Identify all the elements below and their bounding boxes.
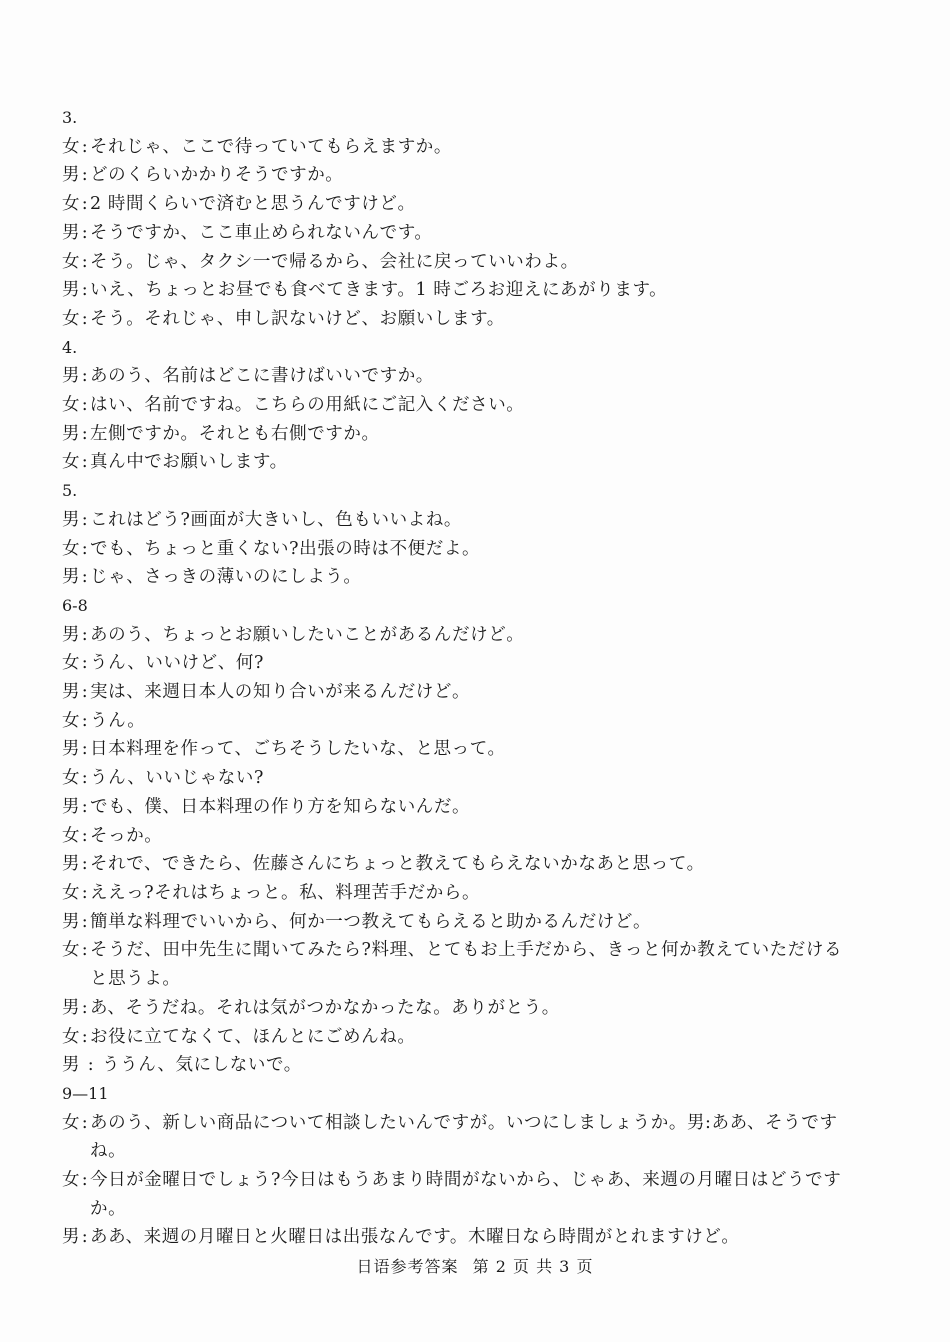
speaker-label: 男 xyxy=(62,997,81,1018)
dialogue-text-continuation: か。 xyxy=(90,1198,127,1219)
dialogue-text: あ、そうだね。それは気がつかなかったな。ありがとう。 xyxy=(90,997,560,1018)
speaker-label: 女 xyxy=(62,194,81,215)
speaker-colon: : xyxy=(81,423,89,444)
speaker-label: 女 xyxy=(62,1170,81,1191)
dialogue-text: あのう、名前はどこに書けばいいですか。 xyxy=(90,366,434,387)
dialogue-line xyxy=(62,735,892,764)
speaker-label: 男 xyxy=(62,854,81,875)
dialogue-line xyxy=(62,1051,892,1080)
speaker-colon: : xyxy=(81,710,89,731)
dialogue-line xyxy=(62,1023,892,1052)
dialogue-line xyxy=(62,822,892,851)
speaker-label: 女 xyxy=(62,940,81,961)
speaker-colon: : xyxy=(81,653,89,674)
speaker-colon: : xyxy=(81,940,89,961)
dialogue-text: そっか。 xyxy=(90,825,163,846)
speaker-colon: : xyxy=(81,251,89,272)
dialogue-text: そうだ、田中先生に聞いてみたら?料理、とてもお上手だから、きっと何か教えていただける xyxy=(90,940,843,961)
dialogue-text: 今日が金曜日でしょう?今日はもうあまり時間がないから、じゃあ、来週の月曜日はどうです xyxy=(90,1170,842,1191)
speaker-colon: : xyxy=(81,1170,89,1191)
footer-title: 日语参考答案 xyxy=(356,1257,459,1276)
dialogue-line xyxy=(62,879,892,908)
speaker-colon: : xyxy=(81,1227,89,1248)
speaker-colon: : xyxy=(81,1112,89,1133)
footer-page-label: 第 2 页 共 3 页 xyxy=(472,1257,594,1276)
dialogue-text: そう。じゃ、タクシ一で帰るから、会社に戻っていいわよ。 xyxy=(90,251,579,272)
dialogue-text: でも、ちょっと重くない?出張の時は不便だよ。 xyxy=(90,538,481,559)
dialogue-text: そう。それじゃ、申し訳ないけど、お願いします。 xyxy=(90,308,505,329)
dialogue-line xyxy=(62,391,892,420)
speaker-colon: : xyxy=(87,1055,95,1076)
dialogue-text: 実は、来週日本人の知り合いが来るんだけど。 xyxy=(90,682,471,703)
dialogue-text: これはどう?画面が大きいし、色もいいよね。 xyxy=(90,509,462,530)
speaker-colon: : xyxy=(81,1026,89,1047)
speaker-colon: : xyxy=(81,452,89,473)
dialogue-line xyxy=(62,994,892,1023)
speaker-colon: : xyxy=(81,538,89,559)
speaker-colon: : xyxy=(81,136,89,157)
speaker-label: 男 xyxy=(62,509,81,530)
speaker-label: 女 xyxy=(62,538,81,559)
page-footer xyxy=(0,1254,950,1277)
speaker-colon: : xyxy=(81,624,89,645)
dialogue-line xyxy=(62,1166,892,1223)
dialogue-text: でも、僕、日本料理の作り方を知らないんだ。 xyxy=(90,796,471,817)
dialogue-text: うん、いいじゃない? xyxy=(90,768,264,789)
dialogue-line xyxy=(62,1109,892,1166)
speaker-colon: : xyxy=(81,567,89,588)
speaker-label: 男 xyxy=(62,624,81,645)
dialogue-text-continuation: ね。 xyxy=(90,1141,127,1162)
dialogue-line xyxy=(62,161,892,190)
dialogue-text: 真ん中でお願いします。 xyxy=(90,452,288,473)
speaker-label: 男 xyxy=(62,423,81,444)
speaker-label: 女 xyxy=(62,136,81,157)
dialogue-text: それで、できたら、佐藤さんにちょっと教えてもらえないかなあと思って。 xyxy=(90,854,705,875)
speaker-label: 男 xyxy=(62,222,81,243)
dialogue-text: 2 時間くらいで済むと思うんですけど。 xyxy=(90,194,416,215)
dialogue-line xyxy=(62,1223,892,1252)
dialogue-line xyxy=(62,420,892,449)
dialogue-line xyxy=(62,219,892,248)
speaker-label: 女 xyxy=(62,1112,81,1133)
dialogue-line xyxy=(62,190,892,219)
speaker-label: 女 xyxy=(62,710,81,731)
dialogue-line xyxy=(62,764,892,793)
dialogue-text: じゃ、さっきの薄いのにしよう。 xyxy=(90,567,362,588)
dialogue-line xyxy=(62,621,892,650)
speaker-label: 女 xyxy=(62,452,81,473)
speaker-colon: : xyxy=(81,739,89,760)
dialogue-text: あのう、ちょっとお願いしたいことがあるんだけど。 xyxy=(90,624,525,645)
speaker-label: 女 xyxy=(62,308,81,329)
speaker-label: 男 xyxy=(62,911,81,932)
dialogue-text: 日本料理を作って、ごちそうしたいな、と思って。 xyxy=(90,739,506,760)
section-number: 5. xyxy=(62,481,78,501)
speaker-colon: : xyxy=(81,308,89,329)
speaker-colon: : xyxy=(81,854,89,875)
dialogue-line xyxy=(62,305,892,334)
dialogue-text: ううん、気にしないで。 xyxy=(102,1055,302,1076)
dialogue-text: いえ、ちょっとお昼でも食べてきます。1 時ごろお迎えにあがります。 xyxy=(90,280,668,301)
dialogue-line xyxy=(62,678,892,707)
dialogue-line xyxy=(62,936,892,993)
section-number: 3. xyxy=(62,108,78,127)
dialogue-line xyxy=(62,908,892,937)
dialogue-text: お役に立てなくて、ほんとにごめんね。 xyxy=(90,1026,416,1047)
dialogue-text: ええっ?それはちょっと。私、料理苦手だから。 xyxy=(90,882,481,903)
dialogue-text: 左側ですか。それとも右側ですか。 xyxy=(90,423,380,444)
dialogue-line xyxy=(62,563,892,592)
speaker-colon: : xyxy=(81,395,89,416)
dialogue-line xyxy=(62,793,892,822)
dialogue-content xyxy=(62,104,892,1252)
speaker-colon: : xyxy=(81,280,89,301)
speaker-label: 女 xyxy=(62,768,81,789)
speaker-colon: : xyxy=(81,997,89,1018)
dialogue-text: うん。 xyxy=(90,710,146,731)
speaker-colon: : xyxy=(81,768,89,789)
dialogue-text: あのう、新しい商品について相談したいんですが。いつにしましょうか。男:ああ、そうです xyxy=(90,1112,838,1133)
speaker-label: 女 xyxy=(62,882,81,903)
speaker-label: 女 xyxy=(62,653,81,674)
dialogue-line xyxy=(62,850,892,879)
speaker-label: 女 xyxy=(62,395,81,416)
dialogue-text: それじゃ、ここで待っていてもらえますか。 xyxy=(90,136,452,157)
speaker-colon: : xyxy=(81,509,89,530)
dialogue-line xyxy=(62,506,892,535)
dialogue-line xyxy=(62,276,892,305)
section-number: 9—11 xyxy=(62,1083,109,1103)
dialogue-line xyxy=(62,448,892,477)
speaker-colon: : xyxy=(81,165,89,186)
speaker-label: 男 xyxy=(62,1227,81,1248)
speaker-label: 男 xyxy=(62,796,81,817)
speaker-label: 男 xyxy=(62,567,81,588)
speaker-label: 男 xyxy=(62,165,81,186)
speaker-colon: : xyxy=(81,911,89,932)
section-number: 4. xyxy=(62,337,78,357)
speaker-label: 男 xyxy=(62,739,81,760)
speaker-colon: : xyxy=(81,366,89,387)
speaker-label: 女 xyxy=(62,1026,81,1047)
dialogue-line xyxy=(62,248,892,277)
dialogue-text: はい、名前ですね。こちらの用紙にご記入ください。 xyxy=(90,395,525,416)
dialogue-text: そうですか、ここ車止められないんです。 xyxy=(90,222,433,243)
speaker-colon: : xyxy=(81,825,89,846)
dialogue-line xyxy=(62,133,892,162)
speaker-label: 男 xyxy=(62,682,81,703)
speaker-label: 男 xyxy=(62,366,81,387)
dialogue-text: 簡単な料理でいいから、何か一つ教えてもらえると助かるんだけど。 xyxy=(90,911,652,932)
speaker-colon: : xyxy=(81,194,89,215)
dialogue-text-continuation: と思うよ。 xyxy=(90,969,181,990)
dialogue-text: ああ、来週の月曜日と火曜日は出張なんです。木曜日なら時間がとれますけど。 xyxy=(90,1227,740,1248)
dialogue-line xyxy=(62,707,892,736)
dialogue-line xyxy=(62,362,892,391)
speaker-label: 女 xyxy=(62,825,81,846)
dialogue-line xyxy=(62,649,892,678)
speaker-label: 男 xyxy=(62,1055,81,1076)
section-number: 6-8 xyxy=(62,595,88,615)
dialogue-text: うん、いいけど、何? xyxy=(90,653,264,674)
speaker-colon: : xyxy=(81,882,89,903)
dialogue-text: どのくらいかかりそうですか。 xyxy=(90,165,344,186)
speaker-colon: : xyxy=(81,682,89,703)
dialogue-line xyxy=(62,535,892,564)
speaker-colon: : xyxy=(81,796,89,817)
speaker-label: 男 xyxy=(62,280,81,301)
speaker-colon: : xyxy=(81,222,89,243)
speaker-label: 女 xyxy=(62,251,81,272)
